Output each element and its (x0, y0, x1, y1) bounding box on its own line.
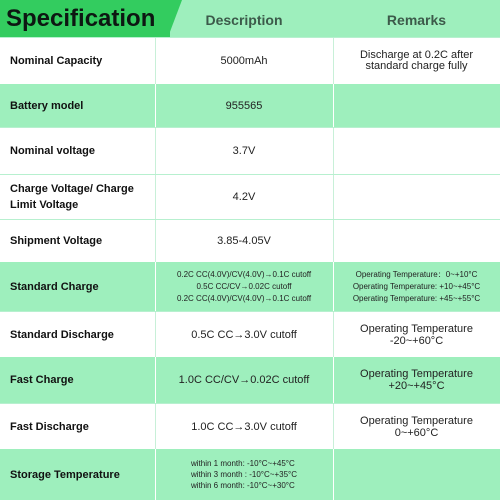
table-row-battery-model (0, 84, 500, 127)
table-row-standard-discharge (0, 311, 500, 357)
description-line: within 1 month: -10°C~+45°C (190, 459, 295, 468)
remark-line: 0~+60°C (394, 426, 439, 439)
remark-text (333, 128, 500, 174)
description-value: 3.85-4.05V (217, 235, 271, 247)
remark-text (333, 84, 500, 127)
remark-text: Discharge at 0.2C after standard charge fully (359, 49, 474, 72)
remark-text (333, 220, 500, 262)
remark-text (333, 449, 500, 500)
table-row-storage-temperature (0, 449, 500, 500)
remark-line: Operating Temperature：0~+10°C (355, 269, 478, 279)
description-value: 3.7V (232, 145, 256, 157)
description-lines (177, 269, 311, 305)
description-value: 0.5C CC→3.0V cutoff (191, 328, 297, 341)
column-header-remarks: Remarks (386, 12, 447, 28)
table-row-shipment-voltage (0, 219, 500, 262)
column-header-description: Description (205, 12, 283, 28)
remark-text (333, 175, 500, 219)
description-line: within 6 month: -10°C~+30°C (190, 481, 295, 490)
param-label: Standard Discharge (10, 328, 114, 341)
description-line: 0.2C CC(4.0V)/CV(4.0V)→0.1C cutoff (176, 269, 312, 279)
remark-line: Operating Temperature (360, 322, 473, 335)
remarks-cell (333, 312, 500, 357)
remark-line: Operating Temperature (360, 414, 473, 427)
param-label: Nominal voltage (10, 145, 95, 157)
description-lines (191, 458, 297, 491)
remarks-cell (333, 357, 500, 403)
remark-line: Operating Temperature (360, 368, 473, 380)
remarks-cell (333, 262, 500, 311)
spec-title: Specification (0, 0, 170, 37)
table-row-fast-discharge (0, 403, 500, 449)
table-row-fast-charge (0, 357, 500, 403)
param-cell (0, 175, 155, 219)
param-label: Charge Voltage/ Charge Limit Voltage (10, 183, 134, 211)
description-value: 1.0C CC→3.0V cutoff (191, 420, 297, 433)
description-line: within 3 month : -10°C~+35°C (190, 470, 297, 479)
table-row-standard-charge (0, 262, 500, 311)
description-line: 0.2C CC(4.0V)/CV(4.0V)→0.1C cutoff (176, 293, 312, 303)
description-cell (155, 449, 333, 500)
remark-line: -20~+60°C (389, 334, 444, 347)
remark-lines (360, 323, 473, 347)
param-label: Battery model (10, 99, 84, 112)
description-cell (155, 262, 333, 311)
description-value: 1.0C CC/CV→0.02C cutoff (178, 374, 310, 386)
table-header (0, 0, 500, 37)
description-value: 5000mAh (220, 55, 268, 67)
remark-line: +20~+45°C (388, 380, 445, 392)
param-label: Storage Temperature (10, 468, 120, 481)
table-row-nominal-voltage (0, 127, 500, 174)
param-label: Standard Charge (10, 280, 99, 293)
table-row-charge-voltage (0, 174, 500, 219)
remark-lines (360, 368, 473, 392)
remarks-cell (333, 38, 500, 84)
param-label: Fast Discharge (10, 420, 89, 433)
param-label: Fast Charge (10, 374, 74, 386)
remark-line: Operating Temperature: +45~+55°C (352, 293, 481, 303)
description-line: 0.5C CC/CV→0.02C cutoff (196, 281, 292, 291)
param-label: Nominal Capacity (10, 55, 103, 67)
param-label: Shipment Voltage (10, 235, 103, 247)
remark-lines (353, 269, 480, 305)
remark-line: Operating Temperature: +10~+45°C (352, 281, 481, 291)
table-row-nominal-capacity (0, 37, 500, 84)
description-value: 4.2V (232, 191, 256, 203)
remarks-cell (333, 404, 500, 449)
remark-lines (360, 415, 473, 439)
description-value: 955565 (225, 99, 263, 112)
